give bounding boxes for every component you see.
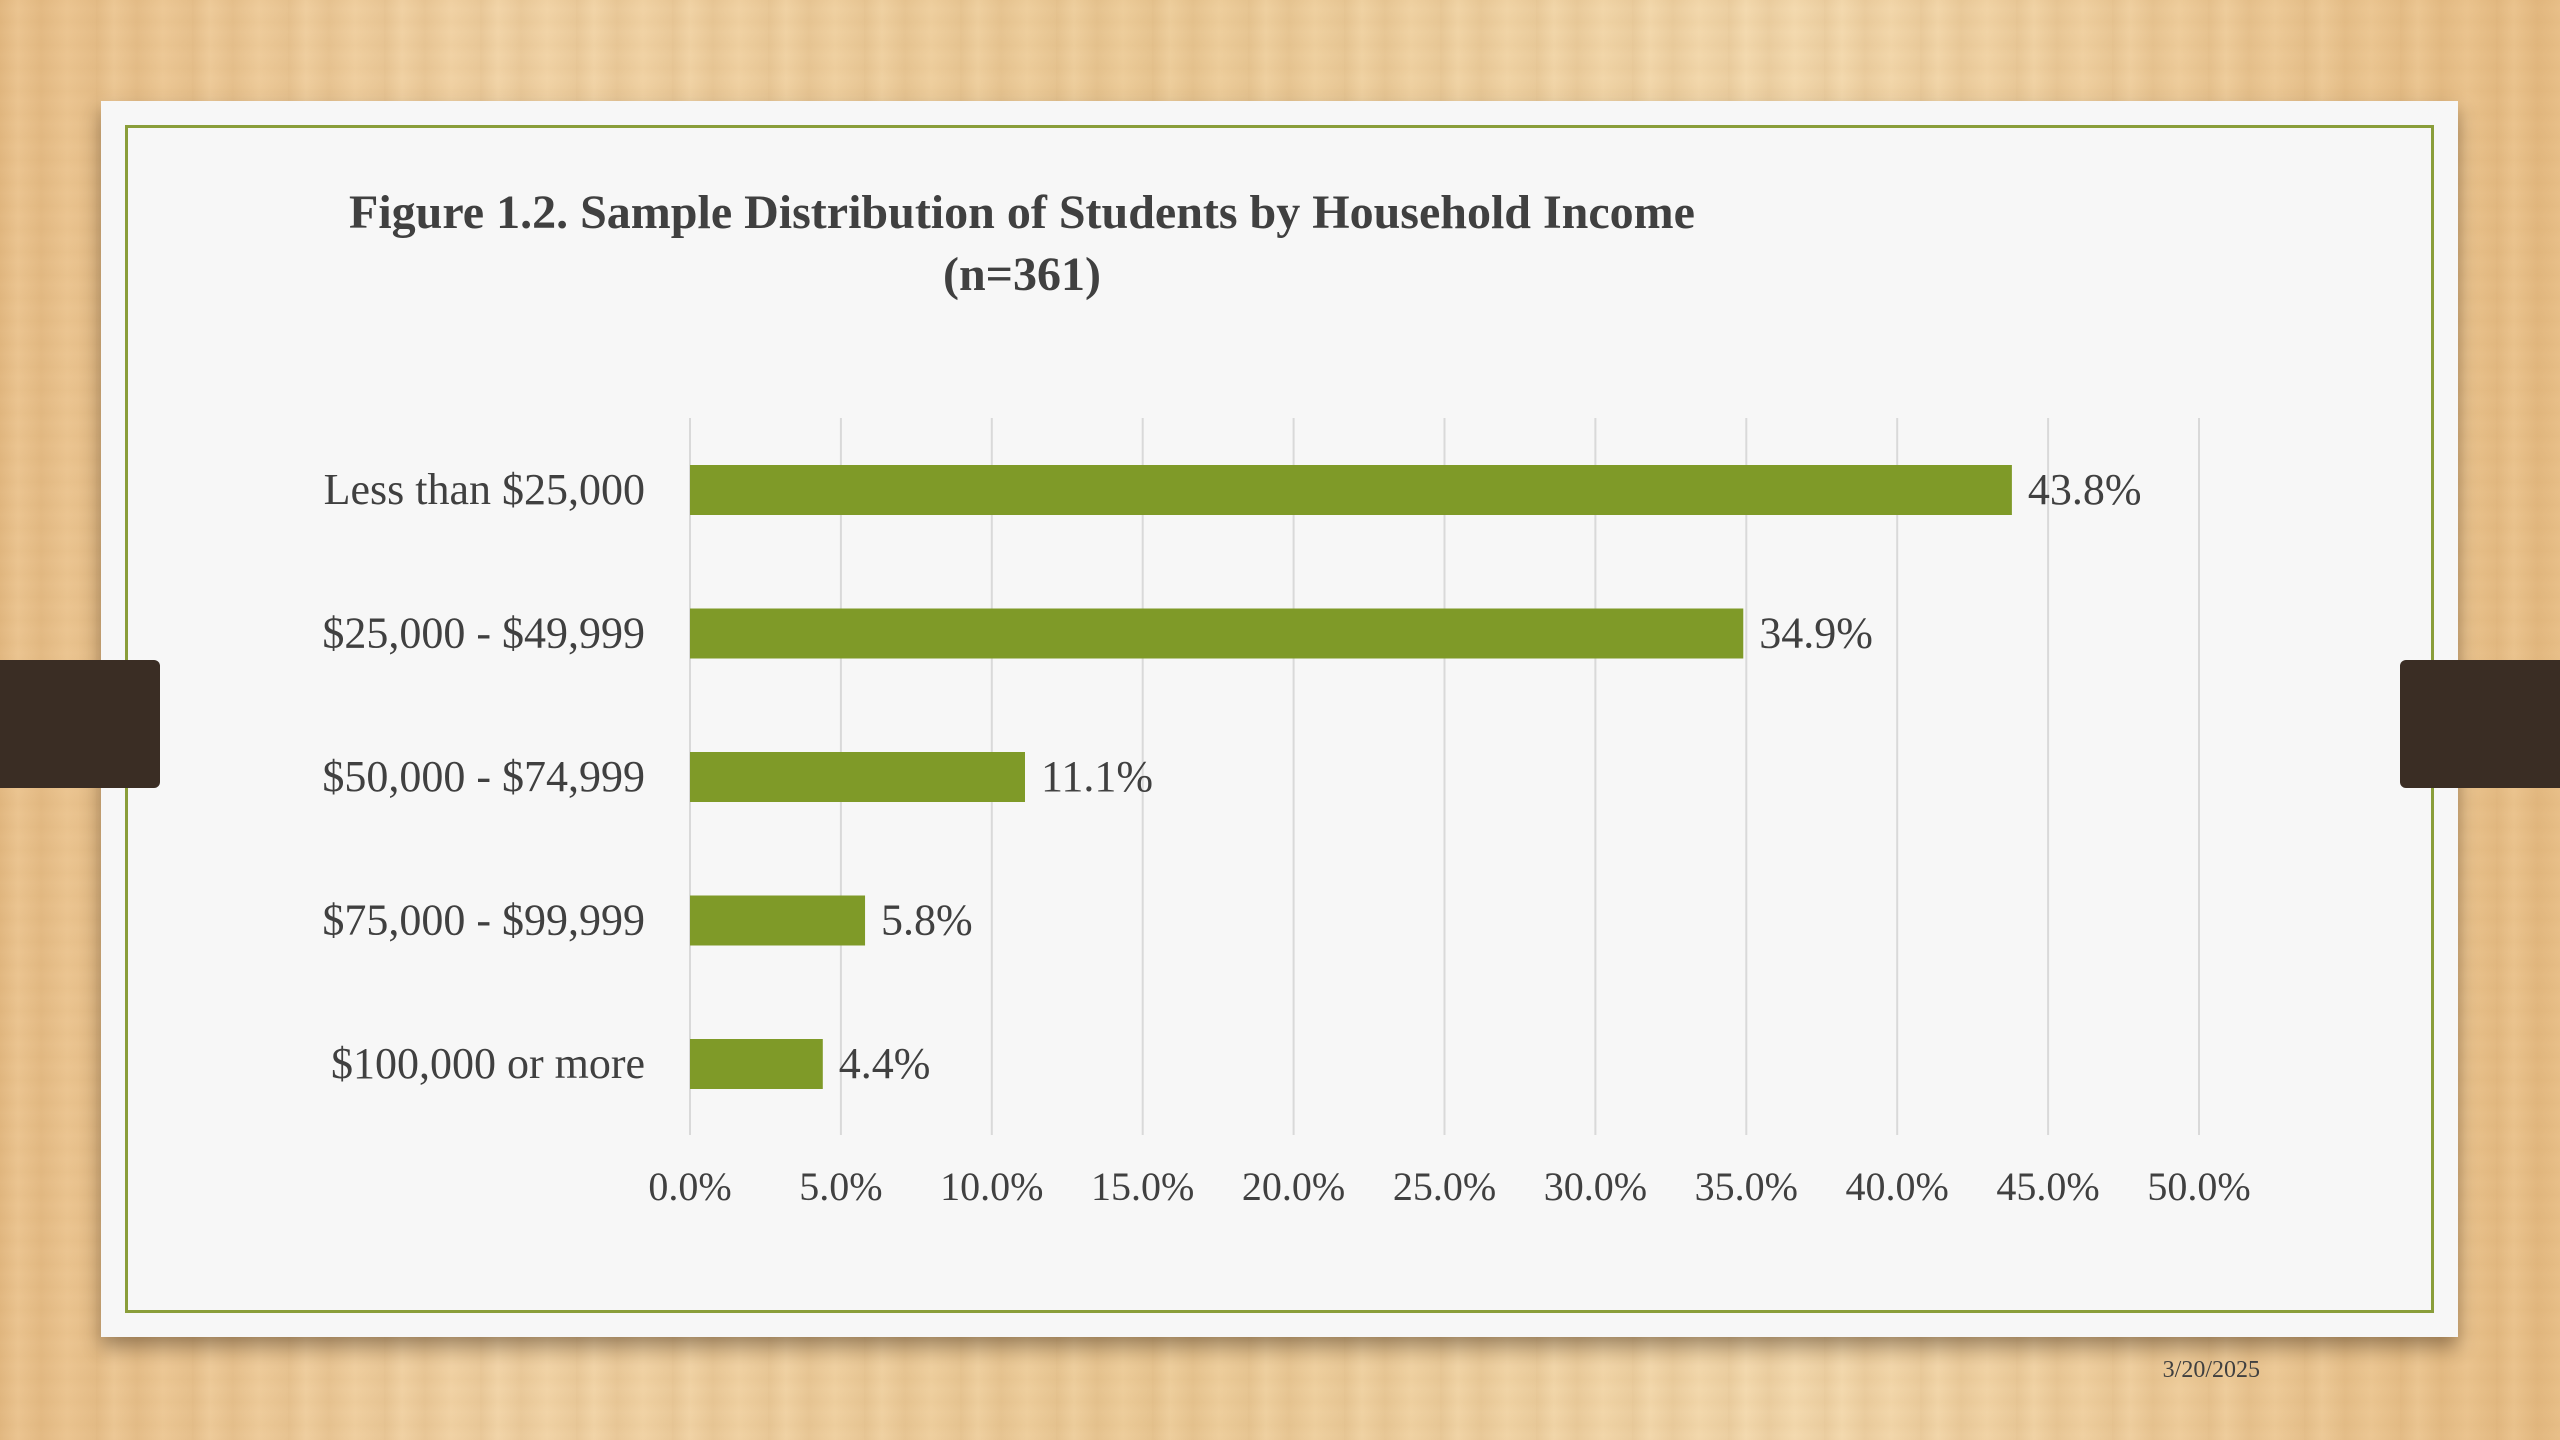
bar xyxy=(690,465,2012,515)
category-labels xyxy=(322,465,645,1088)
data-label: 5.8% xyxy=(881,895,973,945)
chart-title: Figure 1.2. Sample Distribution of Students by Household Income xyxy=(349,186,1695,239)
x-tick-label: 15.0% xyxy=(1091,1164,1195,1209)
category-label: $25,000 - $49,999 xyxy=(322,608,645,658)
data-label: 43.8% xyxy=(2027,465,2142,514)
x-tick-label: 20.0% xyxy=(1241,1164,1346,1209)
data-label: 34.9% xyxy=(1759,608,1873,658)
bar xyxy=(690,609,1743,659)
x-tick-label: 25.0% xyxy=(1392,1164,1497,1209)
category-label: Less than $25,000 xyxy=(323,465,645,514)
bar xyxy=(690,1039,823,1089)
x-tick-label: 30.0% xyxy=(1543,1164,1648,1209)
x-axis-ticks xyxy=(648,1164,2250,1209)
category-label: $50,000 - $74,999 xyxy=(322,752,645,801)
chart-subtitle: (n=361) xyxy=(942,248,1101,301)
x-tick-label: 40.0% xyxy=(1845,1164,1949,1209)
data-labels xyxy=(839,465,2142,1088)
category-label: $100,000 or more xyxy=(330,1039,645,1088)
bar xyxy=(690,896,865,946)
x-tick-label: 45.0% xyxy=(1996,1164,2100,1209)
x-tick-label: 10.0% xyxy=(940,1164,1044,1209)
x-tick-label: 0.0% xyxy=(648,1164,732,1209)
x-tick-label: 5.0% xyxy=(799,1164,883,1209)
slide-date: 3/20/2025 xyxy=(2162,1357,2260,1383)
data-label: 11.1% xyxy=(1040,752,1154,801)
bar xyxy=(690,752,1025,802)
data-label: 4.4% xyxy=(838,1039,931,1088)
bars xyxy=(690,465,2012,1089)
x-tick-label: 35.0% xyxy=(1694,1164,1798,1209)
category-label: $75,000 - $99,999 xyxy=(322,895,645,945)
x-tick-label: 50.0% xyxy=(2147,1164,2251,1209)
